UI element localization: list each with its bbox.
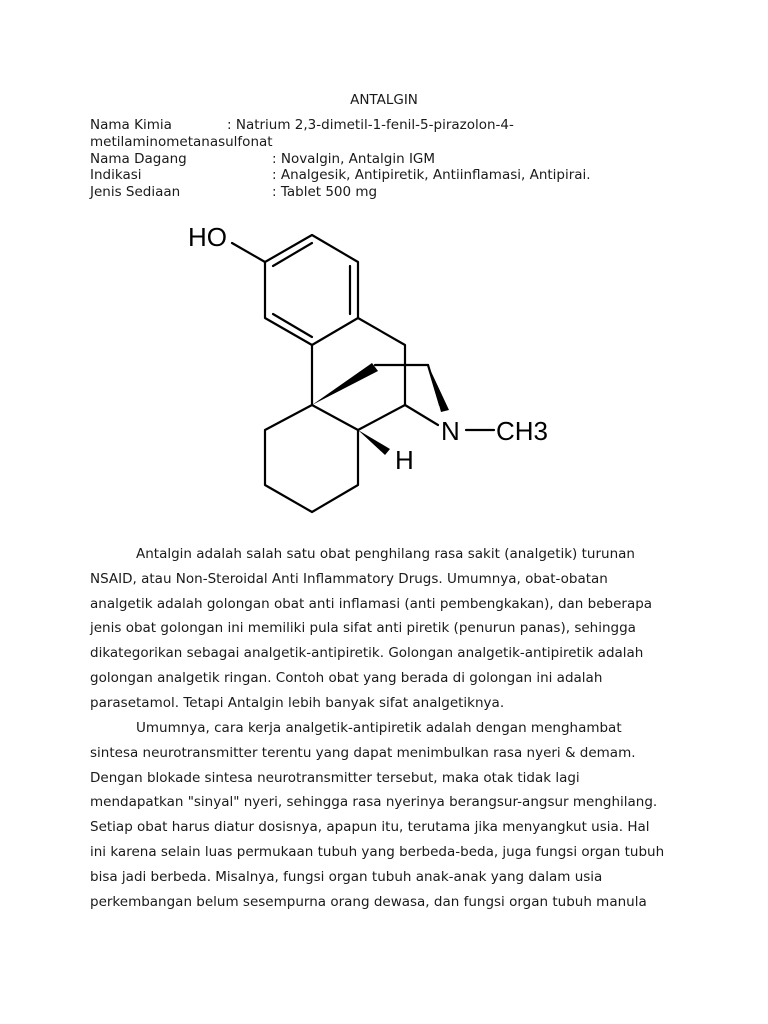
document-title: ANTALGIN	[350, 92, 418, 108]
nama-kimia-value: : Natrium 2,3-dimetil-1-fenil-5-pirazolon-4-	[227, 117, 514, 133]
paragraph-line: ini karena selain luas permukaan tubuh yang berbeda-beda, juga fungsi organ tubuh	[90, 843, 665, 860]
indikasi-label: Indikasi	[90, 167, 142, 183]
paragraph-line: sintesa neurotransmitter terentu yang dapat menimbulkan rasa nyeri & demam.	[90, 744, 636, 761]
info-row-indikasi	[90, 167, 591, 184]
nama-dagang-label: Nama Dagang	[90, 151, 187, 167]
paragraph-line: NSAID, atau Non-Steroidal Anti Inflammatory Drugs. Umumnya, obat-obatan	[90, 570, 608, 587]
paragraph-line: dikategorikan sebagai analgetik-antipiretik. Golongan analgetik-antipiretik adalah	[90, 645, 644, 662]
jenis-sediaan-label: Jenis Sediaan	[90, 184, 181, 200]
wedge-bond-upper	[312, 363, 378, 405]
paragraph-line: perkembangan belum sesempurna orang dewasa, dan fungsi organ tubuh manula	[90, 893, 647, 910]
nama-dagang-value: : Novalgin, Antalgin IGM	[272, 151, 436, 167]
nama-kimia-label: Nama Kimia	[90, 117, 172, 133]
info-row-nama-kimia	[90, 117, 514, 134]
paragraph-line: Antalgin adalah salah satu obat penghilang rasa sakit (analgetik) turunan	[136, 546, 635, 562]
info-row-jenis-sediaan	[90, 184, 377, 201]
info-row-nama-dagang	[90, 151, 435, 168]
nama-kimia-continuation: metilaminometanasulfonat	[90, 134, 273, 150]
paragraph-line: jenis obat golongan ini memiliki pula sifat anti piretik (penurun panas), sehingga	[90, 620, 636, 637]
paragraph-line: Umumnya, cara kerja analgetik-antipiretik adalah dengan menghambat	[136, 720, 622, 736]
paragraph-line: parasetamol. Tetapi Antalgin lebih banyak sifat analgetiknya.	[90, 694, 505, 711]
indikasi-value: : Analgesik, Antipiretik, Antiinflamasi, Antipirai.	[272, 167, 591, 183]
paragraph-line: mendapatkan "sinyal" nyeri, sehingga rasa nyerinya berangsur-angsur menghilang.	[90, 794, 658, 811]
chemical-structure-diagram	[180, 215, 550, 520]
h-label: H	[395, 445, 414, 475]
wedge-bond-right	[428, 365, 449, 412]
info-row-nama-kimia-continued	[90, 134, 273, 151]
paragraph-2	[90, 716, 680, 914]
n-label: N	[441, 416, 460, 446]
paragraph-line: Setiap obat harus diatur dosisnya, apapun itu, terutama jika menyangkut usia. Hal	[90, 819, 650, 836]
paragraph-line: analgetik adalah golongan obat anti inflamasi (anti pembengkakan), dan beberapa	[90, 595, 653, 612]
paragraph-line: bisa jadi berbeda. Misalnya, fungsi organ tubuh anak-anak yang dalam usia	[90, 868, 603, 885]
ch3-label: CH3	[496, 416, 549, 446]
paragraph-1	[90, 542, 680, 716]
paragraph-line: golongan analgetik ringan. Contoh obat yang berada di golongan ini adalah	[90, 669, 603, 686]
wedge-bond-h	[358, 430, 390, 455]
jenis-sediaan-value: : Tablet 500 mg	[272, 184, 378, 200]
oh-label: HO	[188, 222, 227, 252]
paragraph-line: Dengan blokade sintesa neurotransmitter tersebut, maka otak tidak lagi	[90, 769, 580, 786]
